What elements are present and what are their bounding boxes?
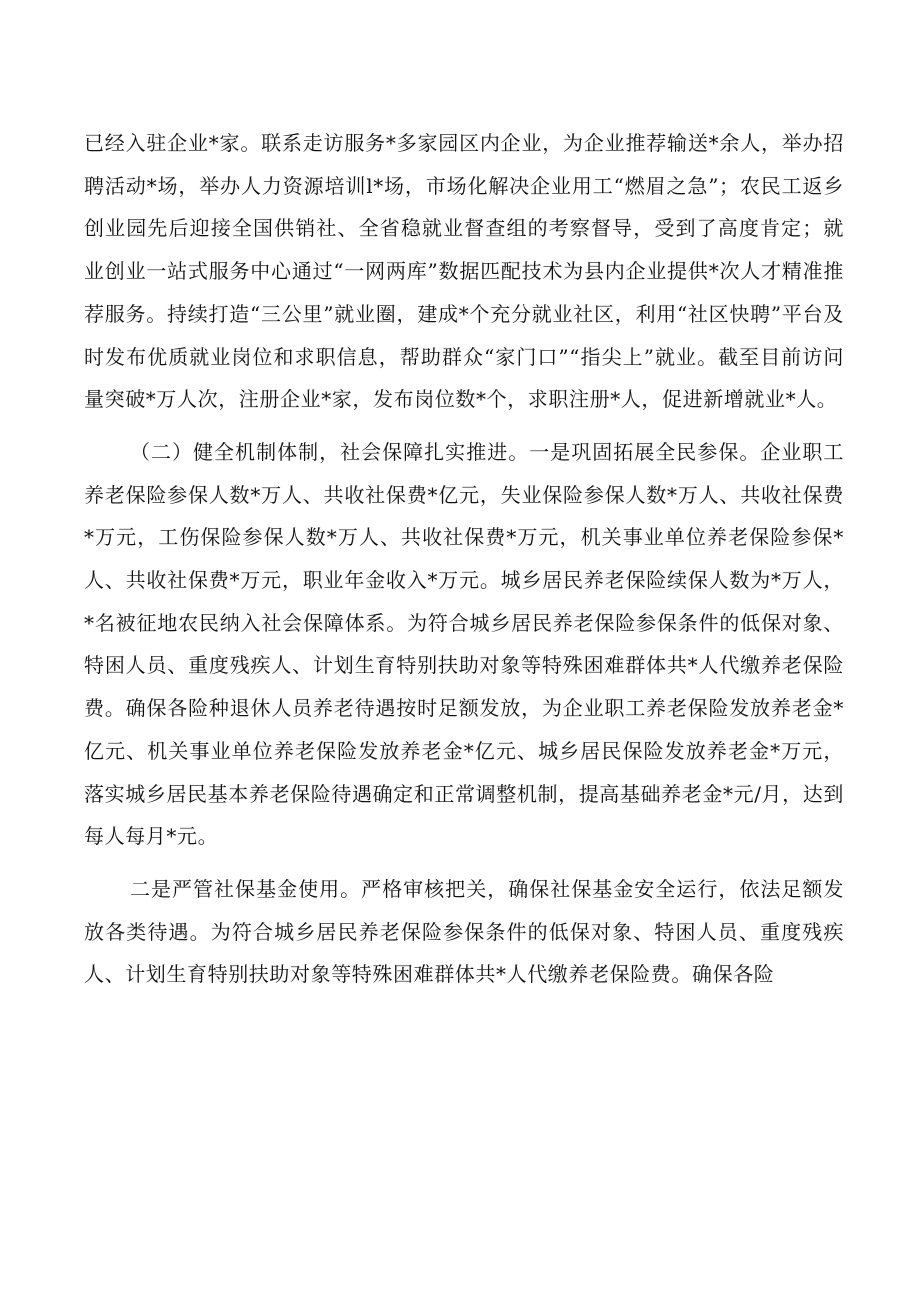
document-body — [84, 122, 844, 996]
paragraph-fund-management: 二是严管社保基金使用。严格审核把关，确保社保基金安全运行，依法足额发放各类待遇。为符合城乡居民养老保险参保条件的低保对象、特困人员、重度残疾人、计划生育特别扶助对象等特殊困难群体共*人代缴养老保险费。确保各险 — [84, 876, 844, 987]
paragraph-social-security: （二）健全机制体制，社会保障扎实推进。一是巩固拓展全民参保。企业职工养老保险参保人数*万人、共收社保费*亿元，失业保险参保人数*万人、共收社保费*万元，工伤保险参保人数*万人、共收社保费*万元，机关事业单位养老保险参保*人、共收社保费*万元，职业年金收入*万元。城乡居民养老保险续保人数为*万人，*名被征地农民纳入社会保障体系。为符合城乡居民养老保险参保条件的低保对象、特困人员、重度残疾人、计划生育特别扶助对象等特殊困难群体共*人代缴养老保险费。确保各险种退休人员养老待遇按时足额发放，为企业职工养老保险发放养老金*亿元、机关事业单位养老保险发放养老金*亿元、城乡居民保险发放养老金*万元，落实城乡居民基本养老保险待遇确定和正常调整机制，提高基础养老金*元/月，达到每人每月*元。 — [84, 439, 844, 849]
paragraph-employment-services: 已经入驻企业*家。联系走访服务*多家园区内企业，为企业推荐输送*余人，举办招聘活动*场，举办人力资源培训l*场，市场化解决企业用工“燃眉之急”；农民工返乡创业园先后迎接全国供销社、全省稳就业督查组的考察督导，受到了高度肯定；就业创业一站式服务中心通过“一网两库”数据匹配技术为县内企业提供*次人才精准推荐服务。持续打造“三公里”就业圈，建成*个充分就业社区，利用“社区快聘”平台及时发布优质就业岗位和求职信息，帮助群众“家门口”“指尖上”就业。截至目前访问量突破*万人次，注册企业*家，发布岗位数*个，求职注册*人，促进新增就业*人。 — [84, 131, 844, 412]
